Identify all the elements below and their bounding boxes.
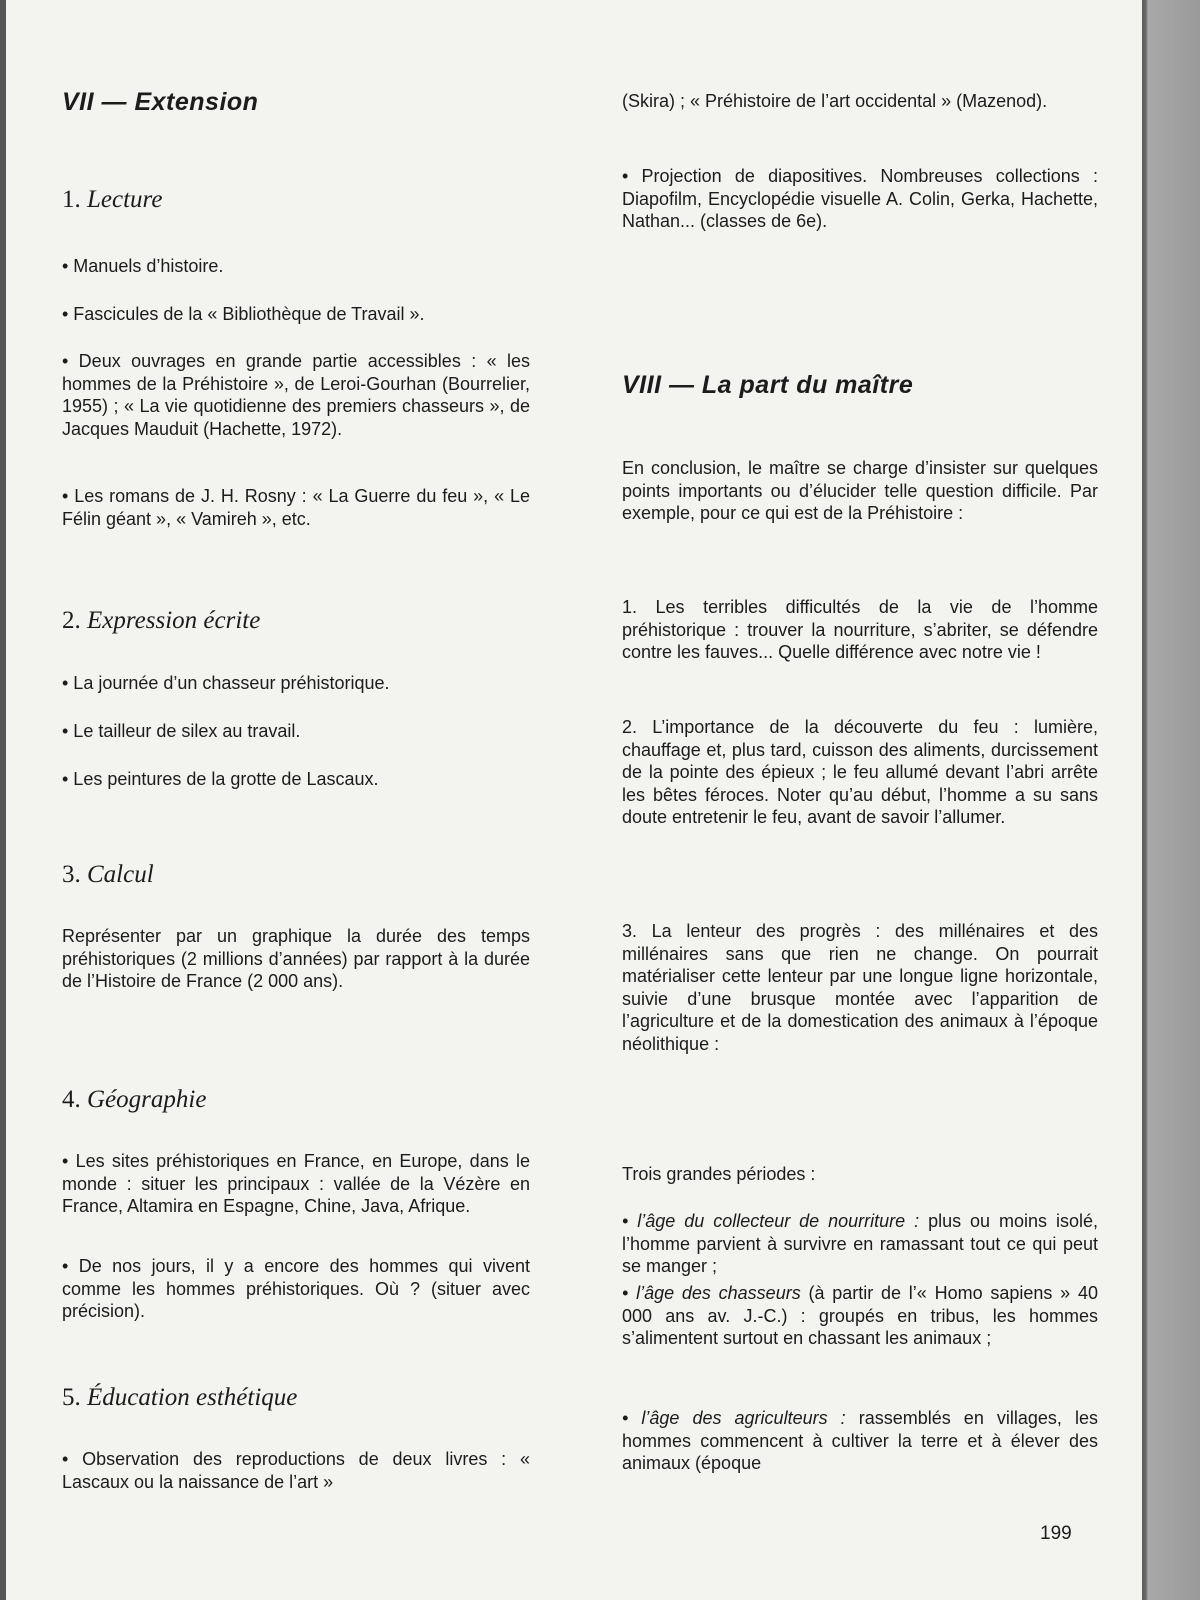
list-item xyxy=(622,1210,1098,1278)
paragraph-continued: (Skira) ; « Préhistoire de l’art occidental » (Mazenod). xyxy=(622,91,1048,111)
section-number: 3. xyxy=(62,861,81,888)
list-item: • De nos jours, il y a encore des hommes qui vivent comme les hommes préhistoriques. Où ? (situer avec précision). xyxy=(62,1256,530,1322)
period-text: rassemblés en villages, les hommes commencent à cultiver la terre et à élever des animaux (époque xyxy=(622,1408,1098,1474)
period-text: plus ou moins isolé, l’homme parvient à survivre en ramassant tout ce qui peut se manger ; xyxy=(622,1211,1098,1277)
section-number: 5. xyxy=(62,1384,81,1411)
period-term: • l’âge du collecteur de nourriture : xyxy=(622,1211,920,1231)
section-title: Éducation esthétique xyxy=(87,1384,298,1411)
list-item: • Les romans de J. H. Rosny : « La Guerre du feu », « Le Félin géant », « Vamireh », etc. xyxy=(62,486,530,529)
list-item xyxy=(622,1407,1098,1475)
list-item: • Le tailleur de silex au travail. xyxy=(62,721,301,741)
list-item: • Les sites préhistoriques en France, en Europe, dans le monde : situer les principaux : vallée de la Vézère en France, Altamira en Espagne, Chine, Java, Afrique. xyxy=(62,1151,530,1217)
period-term: • l’âge des agriculteurs : xyxy=(622,1408,846,1428)
list-item: • Projection de diapositives. Nombreuses collections : Diapofilm, Encyclopédie visuelle A. Colin, Gerka, Hachette, Nathan... (classes de 6e). xyxy=(622,166,1098,232)
section-number: 2. xyxy=(62,607,81,634)
section-title: Expression écrite xyxy=(87,607,261,634)
period-text: (à partir de l’« Homo sapiens » 40 000 ans av. J.-C.) : groupés en tribus, les hommes s’alimentent surtout en chassant les animaux ; xyxy=(622,1283,1098,1349)
section-3-heading xyxy=(62,861,154,889)
section-number: 1. xyxy=(62,186,81,213)
scan-edge-left xyxy=(0,0,6,1600)
period-term: • l’âge des chasseurs xyxy=(622,1283,801,1303)
section-4-heading xyxy=(62,1086,206,1114)
section-title: Géographie xyxy=(87,1086,207,1113)
heading-vii-extension: VII — Extension xyxy=(62,88,259,116)
list-item: • Deux ouvrages en grande partie accessibles : « les hommes de la Préhistoire », de Leroi-Gourhan (Bourrelier, 1955) ; « La vie quotidienne des premiers chasseurs », de Jacques Mauduit (Hachette, 1972). xyxy=(62,351,530,439)
numbered-point: 2. L’importance de la découverte du feu : lumière, chauffage et, plus tard, cuisson des aliments, durcissement de la pointe des épieux ; le feu allumé devant l’abri arrête les bêtes féroces. Noter qu’au début, l’homme a su sans doute entretenir le feu, avant de savoir l’allumer. xyxy=(622,717,1098,828)
numbered-point: 3. La lenteur des progrès : des millénaires et des millénaires sans que rien ne change. On pourrait matérialiser cette lenteur par une longue ligne horizontale, suivie d’une brusque montée avec l’apparition de l’agriculture et de la domestication des animaux à l’époque néolithique : xyxy=(622,921,1098,1054)
periods-title: Trois grandes périodes : xyxy=(622,1164,816,1184)
heading-viii-part-du-maitre: VIII — La part du maître xyxy=(622,371,914,399)
section-number: 4. xyxy=(62,1086,81,1113)
section-title: Calcul xyxy=(87,861,154,888)
list-item xyxy=(622,1282,1098,1350)
scan-edge-right xyxy=(1142,0,1200,1600)
list-item: • Manuels d’histoire. xyxy=(62,256,224,276)
section-1-heading xyxy=(62,186,162,214)
paragraph: Représenter par un graphique la durée des temps préhistoriques (2 millions d’années) par rapport à la durée de l’Histoire de France (2 000 ans). xyxy=(62,926,530,992)
list-item: • Les peintures de la grotte de Lascaux. xyxy=(62,769,379,789)
section-title: Lecture xyxy=(87,186,163,213)
page-number: 199 xyxy=(1040,1523,1072,1544)
section-2-heading xyxy=(62,607,260,635)
section-5-heading xyxy=(62,1384,297,1412)
list-item: • La journée d’un chasseur préhistorique. xyxy=(62,673,390,693)
paragraph: En conclusion, le maître se charge d’insister sur quelques points importants ou d’élucider telle question difficile. Par exemple, pour ce qui est de la Préhistoire : xyxy=(622,458,1098,524)
paragraph: • Observation des reproductions de deux livres : « Lascaux ou la naissance de l’art » xyxy=(62,1449,530,1492)
list-item: • Fascicules de la « Bibliothèque de Travail ». xyxy=(62,304,425,324)
numbered-point: 1. Les terribles difficultés de la vie de l’homme préhistorique : trouver la nourriture, s’abriter, se défendre contre les fauves... Quelle différence avec notre vie ! xyxy=(622,597,1098,663)
